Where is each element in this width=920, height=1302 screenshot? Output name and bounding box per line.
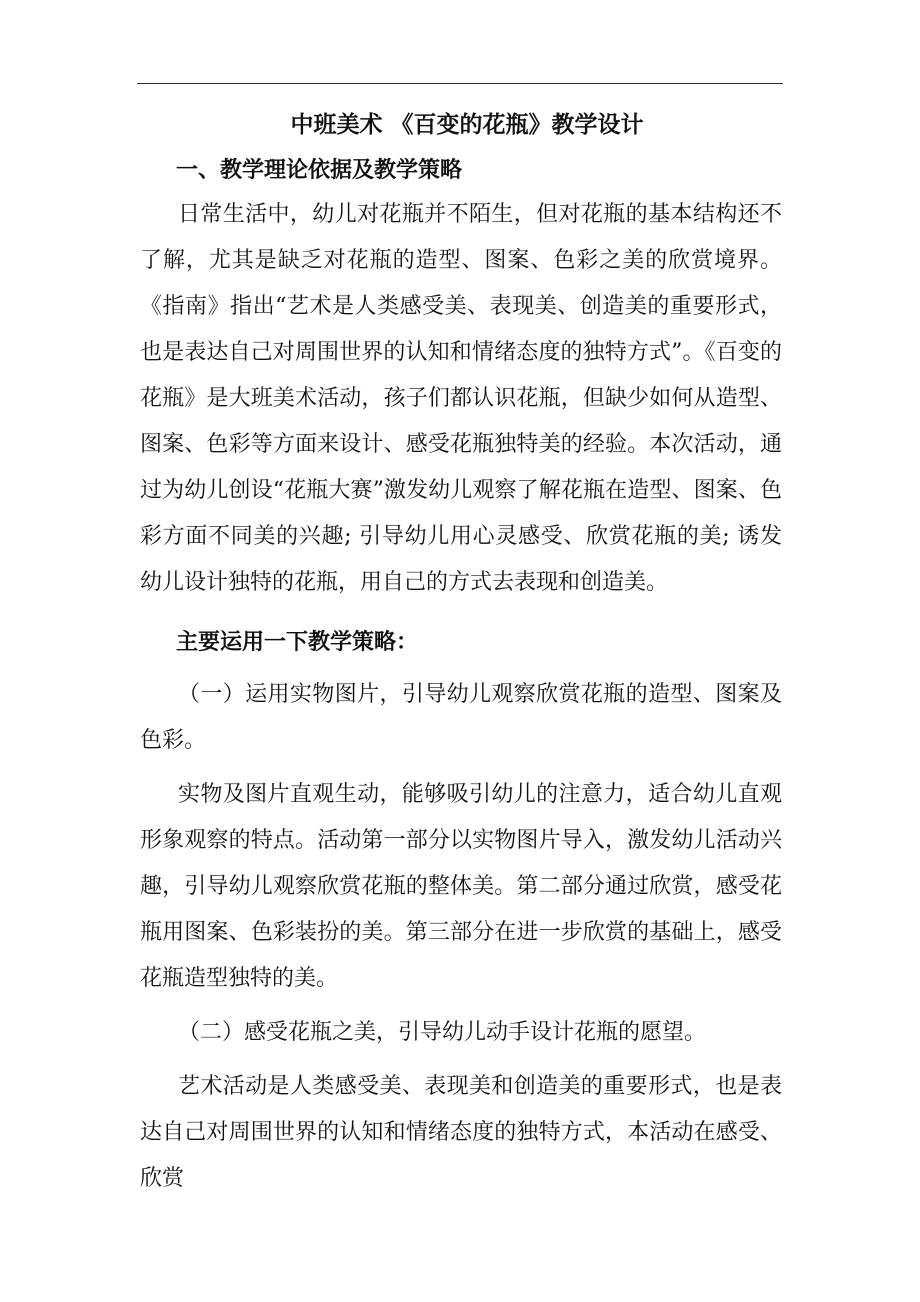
strategy-2-body: 艺术活动是人类感受美、表现美和创造美的重要形式，也是表达自己对周围世界的认知和情绪态度的独特方式，本活动在感受、欣赏 — [140, 1074, 782, 1191]
paragraph-intro: 日常生活中，幼儿对花瓶并不陌生，但对花瓶的基本结构还不了解，尤其是缺乏对花瓶的造型、图案、色彩之美的欣赏境界。《指南》指出“艺术是人类感受美、表现美、创造美的重要形式，也是表达自己对周围世界的认知和情绪态度的独特方式”。《百变的花瓶》是大班美术活动，孩子们都认识花瓶，但缺少如何从造型、图案、色彩等方面来设计、感受花瓶独特美的经验。本次活动，通过为幼儿创设“花瓶大赛”激发幼儿观察了解花瓶在造型、图案、色彩方面不同美的兴趣; 引导幼儿用心灵感受、欣赏花瓶的美; 诱发幼儿设计独特的花瓶，用自己的方式去表现和创造美。 — [140, 202, 782, 595]
strategy-2-title: （二）感受花瓶之美，引导幼儿动手设计花瓶的愿望。 — [178, 1020, 707, 1045]
document-body — [140, 110, 782, 1202]
header-rule — [137, 83, 783, 84]
section-heading-theory: 一、教学理论依据及教学策略 — [176, 157, 463, 183]
document-title: 中班美术 《百变的花瓶》教学设计 — [290, 111, 644, 138]
strategy-1-body: 实物及图片直观生动，能够吸引幼儿的注意力，适合幼儿直观形象观察的特点。活动第一部分以实物图片导入，激发幼儿活动兴趣，引导幼儿观察欣赏花瓶的整体美。第二部分通过欣赏，感受花瓶用图案、色彩装扮的美。第三部分在进一步欣赏的基础上，感受花瓶造型独特的美。 — [140, 782, 782, 991]
strategy-heading: 主要运用一下教学策略： — [176, 629, 419, 655]
strategy-1-title: （一）运用实物图片，引导幼儿观察欣赏花瓶的造型、图案及色彩。 — [140, 682, 782, 753]
